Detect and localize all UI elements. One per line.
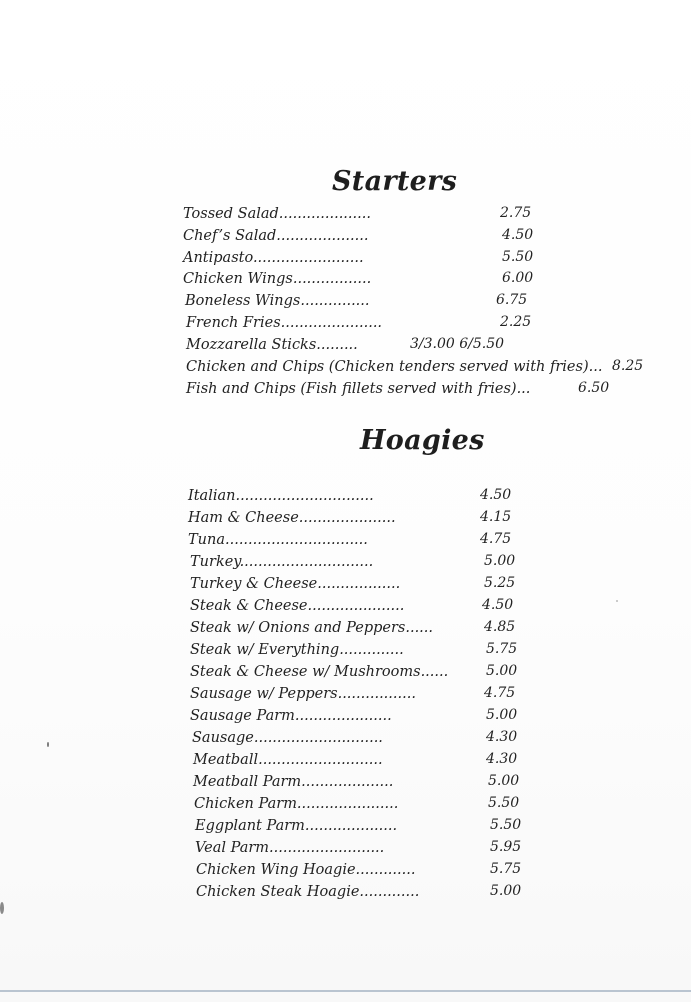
menu-item-label: Chicken Parm......................: [194, 796, 399, 812]
menu-item-price: 4.30: [486, 729, 518, 745]
menu-item-label: Meatball...........................: [193, 752, 383, 768]
menu-item-price: 4.50: [480, 487, 512, 503]
menu-item-label: Chicken Steak Hoagie.............: [196, 884, 420, 900]
menu-item-price: 2.25: [500, 314, 532, 330]
menu-item-label: Fish and Chips (Fish fillets served with fries)...: [186, 381, 531, 397]
menu-item-price: 5.00: [486, 663, 518, 679]
menu-item-price: 6.75: [496, 292, 528, 308]
menu-item-label: Sausage Parm.....................: [190, 708, 392, 724]
menu-item-label: Steak & Cheese.....................: [190, 598, 405, 614]
menu-item-label: Steak & Cheese w/ Mushrooms......: [190, 664, 449, 680]
scan-speck: [616, 600, 618, 602]
menu-item-price: 5.00: [486, 707, 518, 723]
menu-item-price: 4.75: [484, 685, 516, 701]
menu-item-price: 6.50: [578, 380, 610, 396]
menu-item-price: 5.00: [490, 883, 522, 899]
menu-item-label: Ham & Cheese.....................: [188, 510, 396, 526]
menu-item-label: Tuna...............................: [188, 532, 368, 548]
menu-item-label: Steak w/ Onions and Peppers......: [190, 620, 434, 636]
menu-item-label: Italian..............................: [188, 488, 374, 504]
menu-item-price: 4.85: [484, 619, 516, 635]
menu-item-label: Turkey & Cheese..................: [190, 576, 401, 592]
menu-item-price: 5.00: [488, 773, 520, 789]
hoagies-heading: Hoagies: [360, 425, 485, 456]
menu-item-price: 4.50: [502, 227, 534, 243]
menu-item-price: 3/3.00 6/5.50: [410, 336, 505, 352]
menu-item-label: Antipasto........................: [183, 250, 364, 266]
menu-item-label: Chicken and Chips (Chicken tenders served with fries)...: [186, 359, 603, 375]
menu-item-price: 5.50: [488, 795, 520, 811]
menu-item-price: 5.75: [486, 641, 518, 657]
menu-item-price: 2.75: [500, 205, 532, 221]
menu-item-label: Steak w/ Everything..............: [190, 642, 404, 658]
menu-item-label: Mozzarella Sticks.........: [186, 337, 358, 353]
menu-item-price: 5.25: [484, 575, 516, 591]
menu-item-label: Tossed Salad....................: [183, 206, 371, 222]
menu-item-price: 4.30: [486, 751, 518, 767]
scan-speck: [0, 902, 4, 914]
menu-item-price: 8.25: [612, 358, 644, 374]
menu-item-price: 5.00: [484, 553, 516, 569]
menu-item-label: Chicken Wing Hoagie.............: [196, 862, 416, 878]
menu-item-label: Chicken Wings.................: [183, 271, 372, 287]
menu-item-label: Sausage............................: [192, 730, 383, 746]
scan-speck: [47, 742, 49, 747]
menu-item-label: Boneless Wings...............: [185, 293, 370, 309]
menu-item-price: 6.00: [502, 270, 534, 286]
menu-item-label: Sausage w/ Peppers.................: [190, 686, 416, 702]
menu-item-label: Veal Parm.........................: [195, 840, 385, 856]
menu-item-label: French Fries......................: [186, 315, 383, 331]
starters-heading: Starters: [332, 166, 458, 197]
menu-item-price: 4.15: [480, 509, 512, 525]
menu-item-price: 5.50: [502, 249, 534, 265]
menu-item-label: Chef’s Salad....................: [183, 228, 369, 244]
menu-item-price: 5.75: [490, 861, 522, 877]
page-bottom-edge: [0, 990, 691, 992]
menu-item-label: Eggplant Parm....................: [195, 818, 398, 834]
menu-item-price: 4.50: [482, 597, 514, 613]
menu-item-label: Meatball Parm....................: [193, 774, 394, 790]
menu-item-label: Turkey.............................: [190, 554, 374, 570]
menu-item-price: 5.95: [490, 839, 522, 855]
menu-item-price: 5.50: [490, 817, 522, 833]
menu-item-price: 4.75: [480, 531, 512, 547]
